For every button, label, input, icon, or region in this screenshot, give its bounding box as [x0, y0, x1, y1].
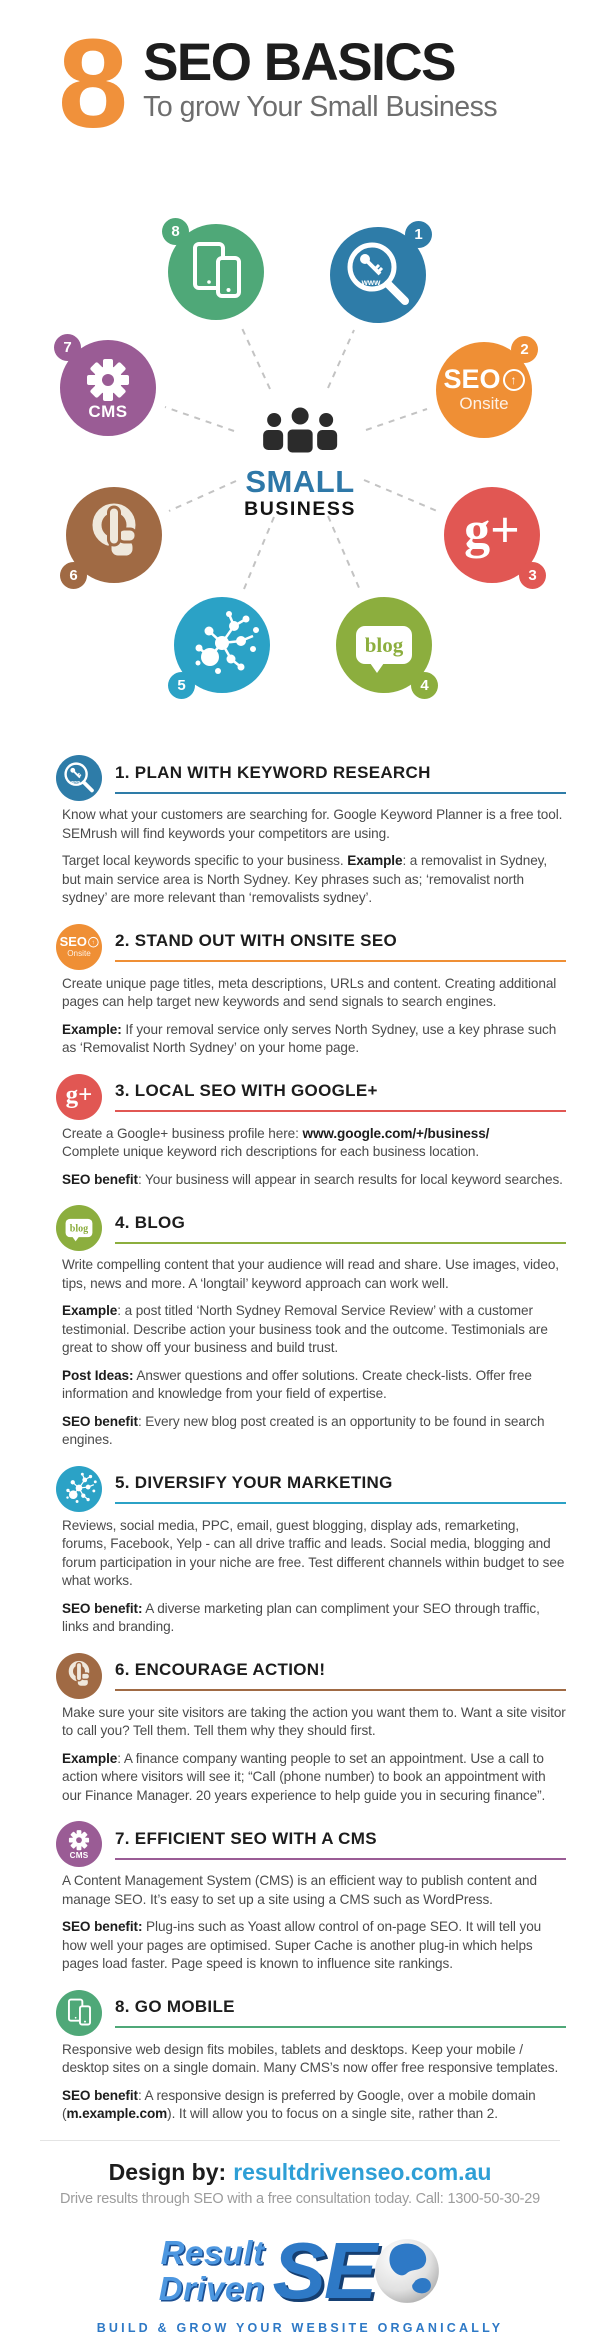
seo-topic-section	[56, 1074, 566, 1190]
circle-number-badge: 4	[411, 672, 438, 699]
logo-word-result: Result	[160, 2233, 265, 2271]
topic-body	[56, 1256, 566, 1450]
topic-paragraph: Responsive web design fits mobiles, tablets and desktops. Keep your mobile / desktop sites on a single domain. Many CMS’s now offer free responsive templates.	[62, 2041, 559, 2075]
gplus-icon	[56, 1074, 102, 1120]
design-credit	[0, 2159, 600, 2186]
onsite-label: Onsite	[67, 948, 91, 958]
seo-onsite-icon	[443, 366, 524, 414]
globe-icon	[373, 2237, 441, 2305]
topic-paragraph: Know what your customers are searching for. Google Keyword Planner is a free tool. SEMrush will find keywords your competitors are using.	[62, 807, 563, 841]
topic-title: 8. GO MOBILE	[115, 1997, 566, 2028]
inline-url[interactable]: www.google.com/+/business/	[302, 1125, 490, 1141]
page-title: SEO BASICS	[143, 33, 455, 92]
topic-title: 7. EFFICIENT SEO WITH A CMS	[115, 1829, 566, 1860]
seo-label: SEO	[59, 934, 87, 949]
topic-body	[56, 1517, 566, 1637]
topic-body	[56, 1125, 566, 1190]
topic-header	[56, 1466, 566, 1512]
result-driven-seo-logo	[0, 2225, 600, 2315]
seo-topic-section	[56, 1466, 566, 1637]
logo-word-seo: SE	[273, 2231, 442, 2311]
google-plus-icon: g+	[65, 1080, 93, 1108]
people-group-icon	[254, 405, 346, 463]
circle-number-badge: 5	[168, 672, 195, 699]
topic-paragraph: SEO benefit: Every new blog post created is an opportunity to be found in search engines.	[62, 1413, 545, 1447]
google-plus-icon: g+	[464, 502, 520, 559]
topic-header	[56, 1653, 566, 1699]
topic-title: 4. BLOG	[115, 1213, 566, 1244]
onsite-icon	[56, 924, 102, 970]
circle-number-badge: 2	[511, 336, 538, 363]
page-subtitle: To grow Your Small Business	[143, 91, 498, 124]
gear-icon	[56, 1828, 102, 1852]
title-stack	[143, 34, 497, 124]
topic-title: 5. DIVERSIFY YOUR MARKETING	[115, 1473, 566, 1504]
cms-icon	[56, 1821, 102, 1867]
cms-label: CMS	[69, 1850, 89, 1860]
onsite-label: Onsite	[459, 394, 509, 413]
hub-center	[244, 405, 356, 521]
www-label: www	[71, 779, 81, 784]
topic-paragraph: Example: A finance company wanting people to set an appointment. Use a call to action where visitors will see it; “Call (phone number) to book an appointment with our Finance Manager. 20 years experience to help guide you in securing finance”.	[62, 1750, 546, 1803]
topic-paragraph: SEO benefit: A responsive design is preferred by Google, over a mobile domain (m.example.com). It will allow you to focus on a single site, rather than 2.	[62, 2087, 536, 2121]
circle-number-badge: 6	[60, 562, 87, 589]
topic-body	[56, 2041, 566, 2124]
cms-label: CMS	[88, 401, 128, 421]
topic-body	[56, 975, 566, 1058]
topics-list	[0, 745, 600, 2124]
seo-onsite-icon	[60, 935, 99, 958]
hub-circle-google-plus	[444, 487, 540, 583]
up-arrow-icon: ↑	[503, 369, 525, 391]
seo-topic-section	[56, 1205, 566, 1450]
topic-paragraph: Reviews, social media, PPC, email, guest blogging, display ads, remarketing, forums, Facebook, Yelp - can all drive traffic and leads. Social media, blogging and forum participation in your niche are free. Test different channels within budget to see what works.	[62, 1517, 565, 1588]
topic-header	[56, 924, 566, 970]
click-finger-icon	[56, 1653, 102, 1699]
seo-topic-section	[56, 1653, 566, 1806]
hub-circle-keyword-research	[330, 227, 426, 323]
header	[0, 0, 600, 190]
topic-header	[56, 1990, 566, 2036]
divider	[40, 2140, 560, 2141]
topic-header	[56, 755, 566, 801]
cms-gear-icon	[56, 1828, 102, 1860]
blog-label: blog	[364, 632, 404, 657]
topic-paragraph: Post Ideas: Answer questions and offer solutions. Create check-lists. Offer free information and knowledge from your field of expertise.	[62, 1367, 532, 1401]
footer	[0, 2140, 600, 2335]
topic-paragraph: SEO benefit: A diverse marketing plan can compliment your SEO through traffic, links and branding.	[62, 1600, 540, 1634]
action-icon	[56, 1653, 102, 1699]
logo-tagline: BUILD & GROW YOUR WEBSITE ORGANICALLY	[96, 2320, 504, 2335]
network-icon	[56, 1466, 102, 1512]
big-number: 8	[58, 13, 124, 154]
topic-paragraph: Create a Google+ business profile here: www.google.com/+/business/ Complete unique keyword rich descriptions for each business location.	[62, 1125, 490, 1159]
logo-word-driven: Driven	[158, 2269, 265, 2307]
topic-header	[56, 1821, 566, 1867]
topic-paragraph: Make sure your site visitors are taking the action you want them to. Want a site visitor to call you? Tell them. Tell them why they should first.	[62, 1704, 566, 1738]
topic-title: 2. STAND OUT WITH ONSITE SEO	[115, 931, 566, 962]
topic-header	[56, 1074, 566, 1120]
topic-title: 3. LOCAL SEO WITH GOOGLE+	[115, 1081, 566, 1112]
topic-title: 1. PLAN WITH KEYWORD RESEARCH	[115, 763, 566, 794]
topic-title: 6. ENCOURAGE ACTION!	[115, 1660, 566, 1691]
topic-paragraph: SEO benefit: Your business will appear in search results for local keyword searches.	[62, 1171, 563, 1187]
design-by-label: Design by:	[108, 2158, 227, 2185]
hub-circle-action	[66, 487, 162, 583]
hub-circle-onsite-seo	[436, 342, 532, 438]
seo-label: SEO	[443, 364, 501, 394]
mobile-devices-icon	[56, 1990, 102, 2036]
hub-label-small: SMALL	[245, 464, 355, 499]
www-label: www	[361, 278, 381, 287]
topic-paragraph: Example: If your removal service only serves North Sydney, use a key phrase such as ‘Removalist North Sydney’ on your home page.	[62, 1021, 557, 1055]
circle-number-badge: 3	[519, 562, 546, 589]
blog-bubble-icon	[356, 626, 412, 664]
topic-paragraph: A Content Management System (CMS) is an efficient way to publish content and manage SEO. It’s easy to set up a site using a CMS such as WordPress.	[62, 1873, 537, 1907]
topic-header	[56, 1205, 566, 1251]
blog-bubble-icon	[66, 1219, 93, 1237]
keyword-icon	[56, 755, 102, 801]
keyword-magnifier-icon	[56, 755, 102, 801]
hub-label-business: BUSINESS	[244, 498, 356, 520]
gear-icon	[60, 355, 156, 405]
topic-body	[56, 1704, 566, 1806]
designer-site-link[interactable]: resultdrivenseo.com.au	[233, 2158, 492, 2185]
hub-circle-marketing	[174, 597, 270, 693]
network-dots-icon	[56, 1466, 102, 1512]
seo-topic-section	[56, 924, 566, 1058]
consultation-line: Drive results through SEO with a free consultation today. Call: 1300-50-30-29	[59, 2190, 540, 2207]
topic-paragraph: Target local keywords specific to your business. Example: a removalist in Sydney, but main service area is North Sydney. Key phrases such as; ‘removalist north sydney’ are more relevant than ‘removalists sydney’.	[62, 853, 548, 905]
circle-number-badge: 8	[162, 218, 189, 245]
topic-body	[56, 1872, 566, 1974]
circle-number-badge: 7	[54, 334, 81, 361]
hub-diagram	[0, 190, 600, 745]
logo-wordmark	[159, 2235, 265, 2306]
seo-topic-section	[56, 755, 566, 908]
seo-topic-section	[56, 1990, 566, 2124]
topic-paragraph: Create unique page titles, meta descriptions, URLs and content. Creating additional pages can help target new keywords and send signals to search engines.	[62, 975, 557, 1009]
hub-circle-mobile	[168, 224, 264, 320]
hub-circle-blog	[336, 597, 432, 693]
topic-paragraph: Write compelling content that your audience will read and share. Use images, video, tips, news and more. A ‘longtail’ keyword approach can work well.	[62, 1257, 559, 1291]
topic-paragraph: SEO benefit: Plug-ins such as Yoast allow control of on-page SEO. It will tell you how well your pages are optimised. Super Cache is another plug-in which helps pages load faster. Page speed is known to influence site rankings.	[62, 1919, 542, 1971]
seo-topic-section	[56, 1821, 566, 1974]
hub-circle-cms	[60, 340, 156, 436]
mobile-icon	[56, 1990, 102, 2036]
blog-label: blog	[69, 1222, 89, 1234]
up-arrow-icon: ↑	[88, 936, 99, 947]
cms-gear-icon	[60, 355, 156, 422]
blog-icon	[56, 1205, 102, 1251]
circle-number-badge: 1	[405, 221, 432, 248]
topic-paragraph: Example: a post titled ‘North Sydney Removal Service Review’ with a customer testimonial. Describe action your business took and the outcome. Testimonials are great to show off your business and build trust.	[62, 1303, 548, 1355]
topic-body	[56, 806, 566, 908]
